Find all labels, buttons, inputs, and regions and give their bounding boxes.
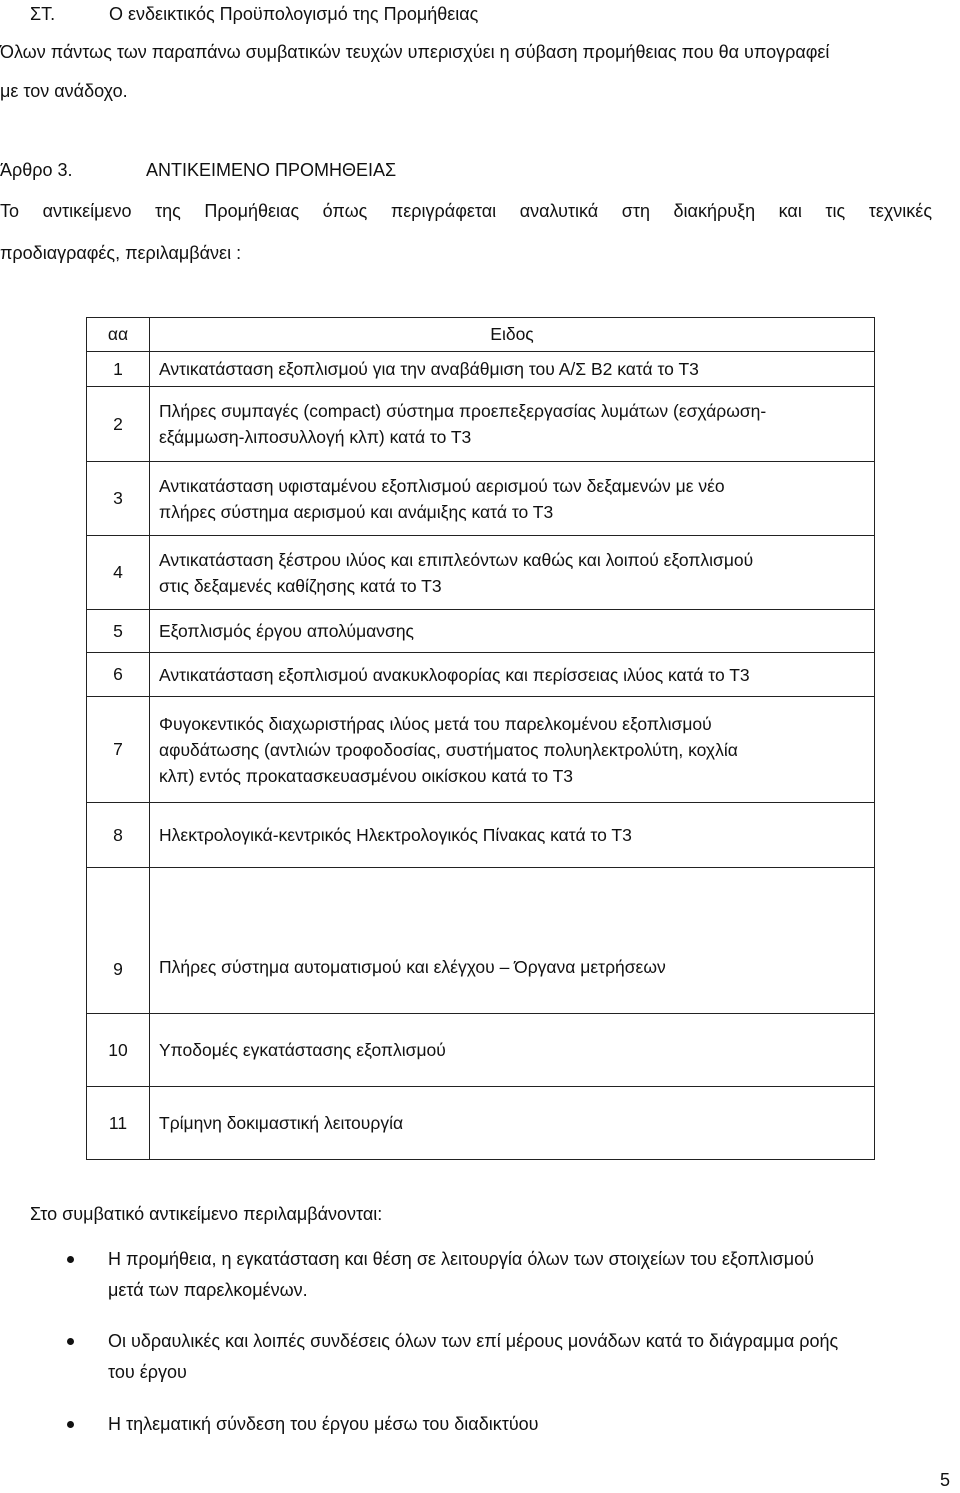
table-row <box>87 536 875 610</box>
row-description-line: Ηλεκτρολογικά-κεντρικός Ηλεκτρολογικός Πίνακας κατά το Τ3 <box>159 825 632 845</box>
table-header-row <box>87 318 875 352</box>
included-item <box>108 1409 928 1440</box>
bullet-icon <box>67 1421 74 1428</box>
row-number: 3 <box>87 462 150 536</box>
row-number: 7 <box>87 697 150 803</box>
items-table <box>86 317 875 1160</box>
row-number: 6 <box>87 653 150 697</box>
section-title: Ο ενδεικτικός Προϋπολογισμό της Προμήθειας <box>109 4 479 24</box>
row-description-line: Αντικατάσταση υφισταμένου εξοπλισμού αερισμού των δεξαμενών με νέο <box>159 475 725 496</box>
row-description-line: Αντικατάσταση ξέστρου ιλύος και επιπλεόντων καθώς και λοιπού εξοπλισμού <box>159 549 754 570</box>
row-description-line: Τρίμηνη δοκιμαστική λειτουργία <box>159 1113 404 1133</box>
table-row <box>87 387 875 462</box>
row-description-line: κλπ) εντός προκατασκευασμένου οικίσκου κατά το Τ3 <box>159 765 574 786</box>
row-description <box>150 653 875 697</box>
row-description-line: πλήρες σύστημα αερισμού και ανάμιξης κατά το Τ3 <box>159 501 554 522</box>
row-number: 11 <box>87 1087 150 1160</box>
header-description: Ειδος <box>150 318 875 352</box>
row-description <box>150 387 875 462</box>
article-label: Άρθρο 3. <box>0 160 73 180</box>
table-row <box>87 1014 875 1087</box>
row-number: 8 <box>87 803 150 868</box>
included-item-line: μετά των παρελκομένων. <box>108 1280 308 1300</box>
table-row <box>87 803 875 868</box>
table-row <box>87 352 875 387</box>
row-description <box>150 1014 875 1087</box>
row-number: 9 <box>87 868 150 1014</box>
row-description <box>150 1087 875 1160</box>
row-number: 1 <box>87 352 150 387</box>
row-number: 4 <box>87 536 150 610</box>
table-row <box>87 610 875 653</box>
row-description-line: Πλήρες σύστημα αυτοματισμού και ελέγχου – Όργανα μετρήσεων <box>159 957 666 977</box>
included-item-line: Οι υδραυλικές και λοιπές συνδέσεις όλων των επί μέρους μονάδων κατά το διάγραμμα ροής <box>108 1331 839 1351</box>
row-number: 5 <box>87 610 150 653</box>
row-number: 2 <box>87 387 150 462</box>
row-description <box>150 352 875 387</box>
row-description-line: Φυγοκεντικός διαχωριστήρας ιλύος μετά του παρελκομένου εξοπλισμού <box>159 713 712 734</box>
header-number: αα <box>87 318 150 352</box>
intro-line-1: Όλων πάντως των παραπάνω συμβατικών τευχών υπερισχύει η σύβαση προμήθειας που θα υπογραφεί <box>0 42 830 62</box>
row-description-line: Αντικατάσταση εξοπλισμού για την αναβάθμιση του Α/Σ Β2 κατά το Τ3 <box>159 359 699 379</box>
included-item-line: του έργου <box>108 1362 187 1382</box>
row-description-line: Υποδομές εγκατάστασης εξοπλισμού <box>159 1040 446 1060</box>
bullet-icon <box>67 1256 74 1263</box>
included-heading: Στο συμβατικό αντικείμενο περιλαμβάνονται: <box>30 1204 383 1224</box>
included-item <box>108 1326 928 1388</box>
table-row <box>87 1087 875 1160</box>
row-description <box>150 868 875 1014</box>
table-row <box>87 462 875 536</box>
bullet-icon <box>67 1338 74 1345</box>
article-description-line-1: Το αντικείμενο της Προμήθειας όπως περιγράφεται αναλυτικά στη διακήρυξη και τις τεχνικές <box>0 201 932 221</box>
included-item-line: Η προμήθεια, η εγκατάσταση και θέση σε λειτουργία όλων των στοιχείων του εξοπλισμού <box>108 1249 815 1269</box>
row-description <box>150 462 875 536</box>
row-description-line: Αντικατάσταση εξοπλισμού ανακυκλοφορίας και περίσσειας ιλύος κατά το Τ3 <box>159 664 750 685</box>
article-title: ΑΝΤΙΚΕΙΜΕΝΟ ΠΡΟΜΗΘΕΙΑΣ <box>146 160 397 180</box>
table-row <box>87 653 875 697</box>
row-description-line: αφυδάτωσης (αντλιών τροφοδοσίας, συστήματος πολυηλεκτρολύτη, κοχλία <box>159 739 738 760</box>
row-description <box>150 610 875 653</box>
intro-line-2: με τον ανάδοχο. <box>0 81 128 101</box>
article-description-line-2: προδιαγραφές, περιλαμβάνει : <box>0 243 242 263</box>
table-row <box>87 697 875 803</box>
row-description <box>150 536 875 610</box>
row-description-line: Εξοπλισμός έργου απολύμανσης <box>159 621 414 641</box>
row-description <box>150 803 875 868</box>
section-number: ΣΤ. <box>30 4 56 24</box>
row-description <box>150 697 875 803</box>
included-item <box>108 1244 928 1306</box>
row-number: 10 <box>87 1014 150 1087</box>
row-description-line: στις δεξαμενές καθίζησης κατά το Τ3 <box>159 575 442 596</box>
included-item-line: Η τηλεματική σύνδεση του έργου μέσω του διαδικτύου <box>108 1414 539 1434</box>
row-description-line: Πλήρες συμπαγές (compact) σύστημα προεπεξεργασίας λυμάτων (εσχάρωση- <box>159 401 767 421</box>
page-number: 5 <box>940 1470 951 1490</box>
row-description-line: εξάμμωση-λιποσυλλογή κλπ) κατά το Τ3 <box>159 427 472 447</box>
table-row <box>87 868 875 1014</box>
